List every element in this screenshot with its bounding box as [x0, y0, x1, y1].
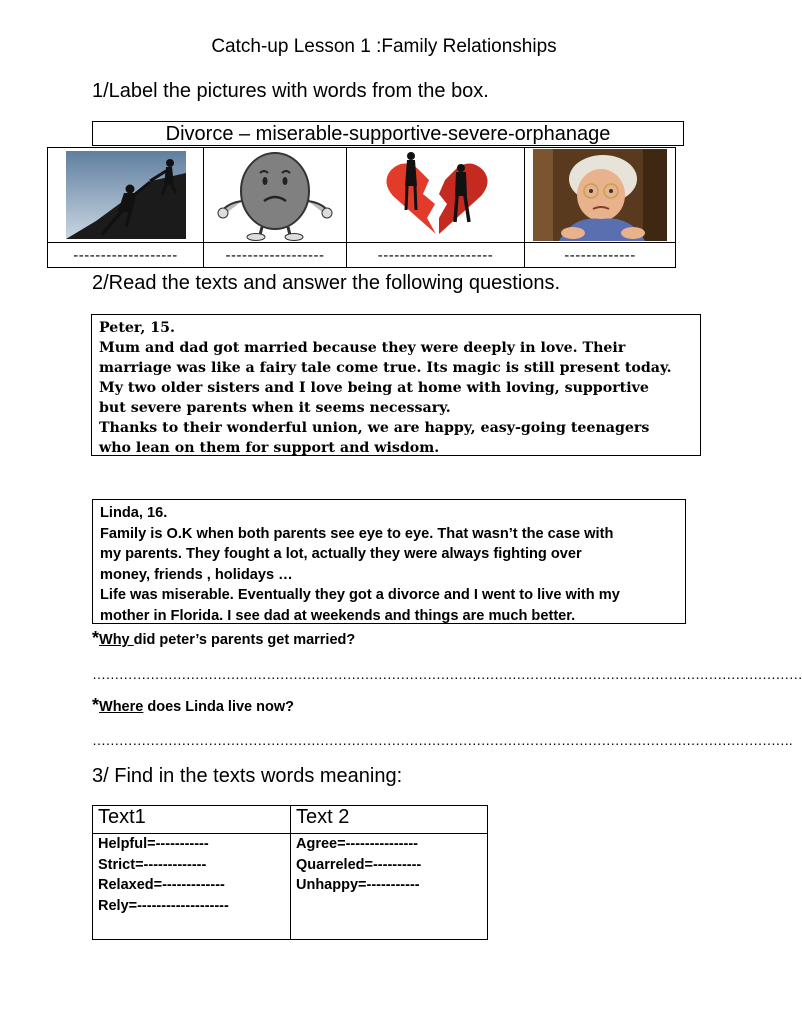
section2-heading: 2/Read the texts and answer the following questions. [92, 272, 561, 294]
blank-1[interactable]: ------------------- [48, 243, 204, 268]
text2-column [291, 834, 488, 940]
picture-cell-4 [525, 148, 676, 243]
linda-line: Linda, 16. [100, 505, 168, 521]
meaning-item[interactable]: Quarreled=---------- [296, 856, 422, 873]
peter-line: Peter, 15. [99, 320, 175, 336]
picture-cell-2 [204, 148, 347, 243]
linda-line: my parents. They fought a lot, actually they were always fighting over [100, 546, 582, 562]
meaning-item[interactable]: Agree=--------------- [296, 836, 418, 852]
sad-face-character-icon [210, 149, 340, 241]
question-text: does Linda live now? [143, 699, 295, 715]
question-2 [92, 695, 294, 716]
answer-line-2[interactable]: …………………………………………………………………………………………………………………………………………. [92, 732, 793, 748]
peter-line: but severe parents when it seems necessary. [99, 400, 451, 416]
picture-cell-1 [48, 148, 204, 243]
table-header-text2: Text 2 [291, 806, 488, 834]
peter-line: My two older sisters and I love being at home with loving, supportive [99, 380, 649, 396]
question-keyword: Why [99, 632, 134, 648]
answer-line-1[interactable]: …………………………………………………………………………………………………………………………………………… [92, 666, 802, 682]
question-1 [92, 628, 355, 649]
meaning-item[interactable]: Helpful=----------- [98, 836, 209, 852]
blank-4[interactable]: ------------- [525, 243, 676, 268]
question-star: * [92, 695, 100, 715]
page-title: Catch-up Lesson 1 :Family Relationships [211, 36, 557, 57]
climbers-helping-icon [66, 151, 186, 239]
question-star: * [92, 628, 100, 648]
question-text: did peter’s parents get married? [133, 632, 356, 648]
angry-old-woman-icon [533, 149, 667, 241]
peter-text-box [91, 314, 701, 456]
text1-column [93, 834, 291, 940]
peter-line: Thanks to their wonderful union, we are happy, easy-going teenagers [99, 420, 650, 436]
linda-line: Family is O.K when both parents see eye to eye. That wasn’t the case with [100, 525, 614, 542]
blank-2[interactable]: ------------------ [204, 243, 347, 268]
question-keyword: Where [99, 699, 144, 715]
peter-line: who lean on them for support and wisdom. [99, 440, 440, 456]
picture-cell-3 [347, 148, 525, 243]
meaning-item[interactable]: Strict=------------- [98, 856, 207, 873]
meaning-item[interactable]: Rely=------------------- [98, 897, 229, 914]
words-meaning-table [92, 805, 488, 940]
section3-heading: 3/ Find in the texts words meaning: [92, 765, 403, 787]
peter-line: marriage was like a fairy tale come true. Its magic is still present today. [99, 360, 672, 376]
table-header-text1: Text1 [93, 806, 291, 834]
meaning-item[interactable]: Unhappy=----------- [296, 877, 420, 893]
broken-heart-couple-icon [381, 150, 491, 240]
word-box: Divorce – miserable-supportive-severe-orphanage [92, 121, 684, 146]
linda-text-box [92, 499, 686, 624]
linda-line: money, friends , holidays … [100, 566, 293, 583]
linda-line: Life was miserable. Eventually they got a divorce and I went to live with my [100, 587, 620, 603]
linda-line: mother in Florida. I see dad at weekends and things are much better. [100, 607, 576, 624]
blank-3[interactable]: --------------------- [347, 243, 525, 268]
picture-table [47, 147, 676, 268]
peter-line: Mum and dad got married because they were deeply in love. Their [99, 340, 626, 356]
section1-heading: 1/Label the pictures with words from the box. [92, 80, 489, 102]
meaning-item[interactable]: Relaxed=------------- [98, 877, 225, 893]
